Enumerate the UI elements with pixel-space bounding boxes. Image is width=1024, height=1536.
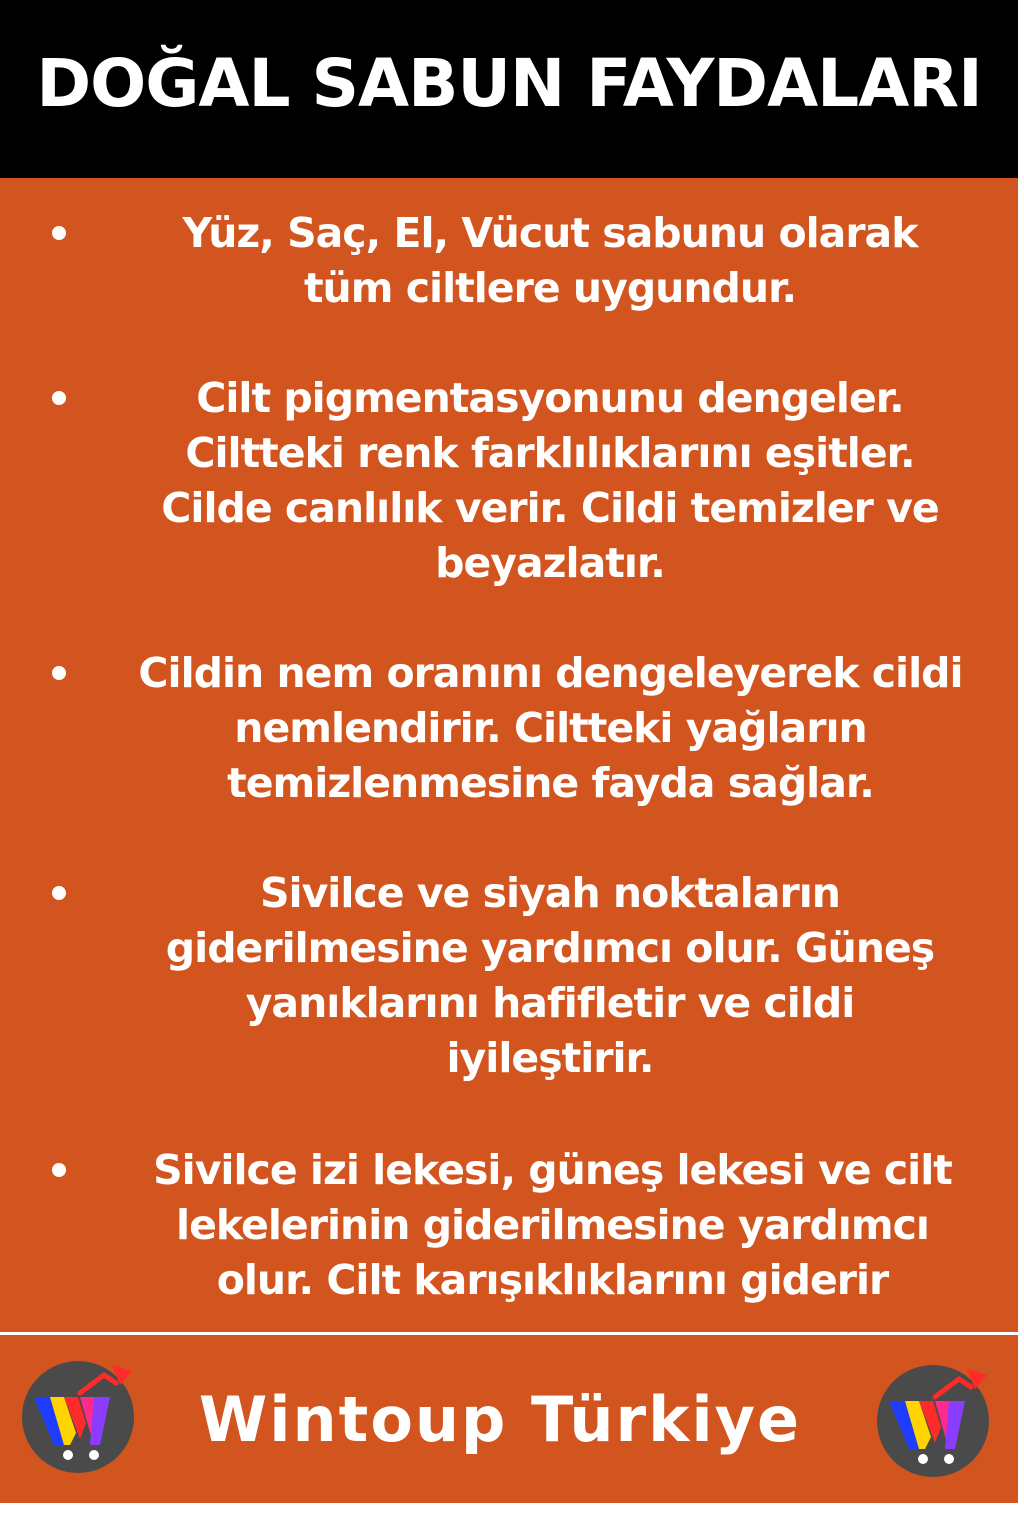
benefit-line: tüm ciltlere uygundur. [303,264,797,312]
wintoup-cart-logo-icon [20,1353,140,1473]
benefit-line: temizlenmesine fayda sağlar. [227,759,874,807]
benefit-line: beyazlatır. [435,539,665,587]
benefit-line: yanıklarını hafifletir ve cildi [245,979,855,1027]
benefit-line: Cilt pigmentasyonunu dengeler. [196,374,904,422]
bullet-dot-icon [52,666,66,680]
benefit-line: Sivilce ve siyah noktaların [260,869,840,917]
brand-name: Wintoup Türkiye [198,1383,802,1456]
benefit-line: Ciltteki renk farklılıklarını eşitler. [185,429,915,477]
benefit-line: giderilmesine yardımcı olur. Güneş [165,924,935,972]
benefit-line: lekelerinin giderilmesine yardımcı [176,1201,929,1249]
benefit-line: Sivilce izi lekesi, güneş lekesi ve cilt [153,1146,952,1194]
bullet-dot-icon [52,1163,66,1177]
benefit-line: nemlendirir. Ciltteki yağların [234,704,867,752]
page-title: DOĞAL SABUN FAYDALARI [36,44,982,122]
header-banner [0,0,1018,178]
bottom-margin [0,1503,1024,1536]
benefit-line: iyileştirir. [446,1034,654,1082]
wintoup-cart-logo-icon [875,1357,995,1477]
benefit-text [95,371,1005,591]
benefit-line: Cilde canlılık verir. Cildi temizler ve [161,484,939,532]
benefit-text [100,206,1000,316]
bullet-dot-icon [52,391,66,405]
benefit-text [100,1143,1005,1308]
benefit-line: Cildin nem oranını dengeleyerek cildi [138,649,963,697]
benefit-text [88,646,1013,811]
bullet-dot-icon [52,886,66,900]
benefit-line: olur. Cilt karışıklıklarını giderir [216,1256,889,1304]
benefit-text [100,866,1000,1086]
benefits-panel [0,178,1018,1332]
footer-banner [0,1335,1018,1503]
benefit-line: Yüz, Saç, El, Vücut sabunu olarak [182,209,918,257]
bullet-dot-icon [52,226,66,240]
